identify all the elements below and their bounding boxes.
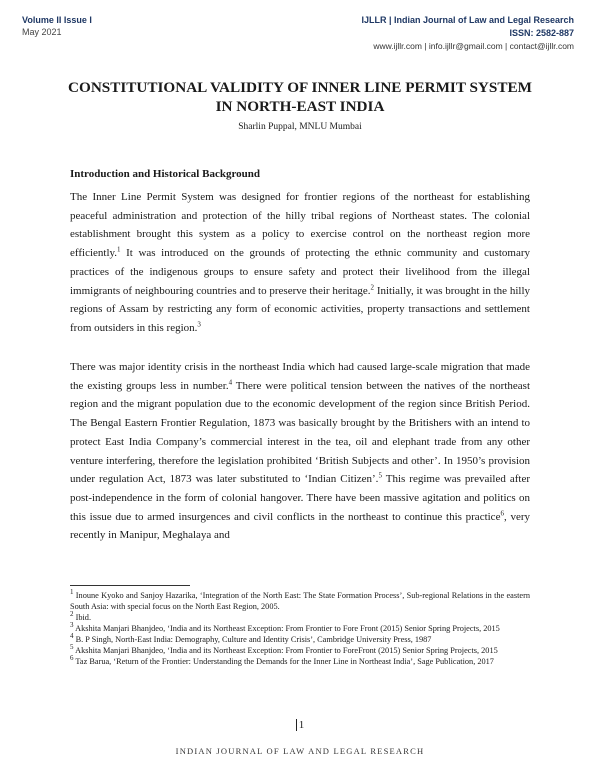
footnote-number: 1	[70, 588, 74, 597]
footnote-text: Inoune Kyoko and Sanjoy Hazarika, ‘Integration of the North East: The State Formation Process’, Sub-regional Relations in the eastern South Asia: with special focus on the North East Region, 2005.	[70, 591, 530, 611]
footnote-text: Ibid.	[73, 613, 92, 622]
contact-links: www.ijllr.com | info.ijllr@gmail.com | contact@ijllr.com	[373, 41, 574, 51]
volume-label: Volume II Issue I	[22, 15, 92, 25]
footnote-ref: 2	[370, 282, 375, 291]
footnote	[70, 634, 530, 645]
page-number	[0, 719, 600, 731]
footnote-text: Taz Barua, ‘Return of the Frontier: Understanding the Demands for the Inner Line in Northeast India’, Sage Publication, 2017	[73, 657, 494, 666]
footnote-divider	[70, 585, 190, 586]
footnote-ref: 3	[197, 320, 201, 329]
footnotes	[70, 590, 530, 667]
issue-date: May 2021	[22, 27, 62, 37]
journal-name: IJLLR | Indian Journal of Law and Legal Research	[361, 15, 574, 25]
footnote-number: 3	[70, 621, 74, 630]
sentence: There were political tension between the natives of the northeast region and the migrant population due to the economic development of the region since British Period. The Bengal Eastern Frontier Regulation, 1873 was basically brought by the Britishers with an intend to protect East India Company’s commercial interest in the tea, oil and elephant trade from any other venture interfering, therefore the legislation prohibited ‘British Subjects and other’. In 1950’s provision under regulation Act, 1873 was later substituted to ‘Indian Citizen’.	[70, 379, 530, 486]
section-heading: Introduction and Historical Background	[70, 168, 260, 180]
sentence: Initially, it was brought in the hilly regions of Assam by restricting any form of economic activities, property transactions and settlement from outsiders in this region.	[70, 284, 530, 334]
footnote-ref: 5	[378, 471, 382, 480]
page-number-value: 1	[296, 719, 305, 731]
sentence: The Inner Line Permit System was designed for frontier regions of the northeast for establishing peaceful administration and protection of the hilly tribal regions of Northeast states. The colonial establishment brought this system as a policy to exercise control on the northeast region more efficiently.	[70, 191, 530, 260]
journal-footer: INDIAN JOURNAL OF LAW AND LEGAL RESEARCH	[175, 746, 425, 756]
footnote-ref: 4	[228, 378, 233, 387]
sentence: , very recently in Manipur, Meghalaya and	[70, 510, 530, 542]
author-line: Sharlin Puppal, MNLU Mumbai	[238, 122, 362, 132]
footnote-ref: 6	[500, 508, 504, 517]
issn-label: ISSN: 2582-887	[509, 28, 574, 38]
header-left	[22, 14, 92, 38]
footnote-text: B. P Singh, North-East India: Demography, Culture and Identity Crisis’, Cambridge University Press, 1987	[73, 635, 432, 644]
footnote	[70, 623, 530, 634]
footnote-text: Akshita Manjari Bhanjdeo, ‘India and its Northeast Exception: From Frontier to Fore Front (2015) Senior Spring Projects, 2015	[73, 624, 500, 633]
footnote-number: 6	[70, 654, 74, 663]
footnote-text: Akshita Manjari Bhanjdeo, ‘India and its Northeast Exception: From Frontier to ForeFront (2015) Senior Spring Projects, 2015	[73, 646, 498, 655]
paragraph-history	[70, 358, 530, 545]
footnote	[70, 656, 530, 667]
footnote	[70, 645, 530, 656]
footnote	[70, 612, 530, 623]
paragraph-intro	[70, 188, 530, 338]
footnote-number: 5	[70, 643, 74, 652]
footnote-number: 4	[70, 632, 74, 641]
sentence: This regime was prevailed after post-independence in the form of colonial hangover. There have been massive agitation and politics on this issue due to armed insurgences and civil conflicts in the northeast to continue this practice	[70, 473, 530, 523]
footnote	[70, 590, 530, 612]
footnote-number: 2	[70, 610, 74, 619]
sentence: There was major identity crisis in the northeast India which had caused large-scale migration that made the existing groups less in number.	[70, 361, 530, 392]
header-right	[361, 14, 574, 53]
paper-title: CONSTITUTIONAL VALIDITY OF INNER LINE PERMIT SYSTEM IN NORTH-EAST INDIA	[68, 79, 532, 115]
sentence: It was introduced on the grounds of protecting the ethnic community and customary practices of the indigenous groups to ensure safety and protect their livelihood from the illegal immigrants of neighbouring countries and to preserve their heritage.	[70, 247, 530, 297]
footnote-ref: 1	[117, 245, 121, 254]
